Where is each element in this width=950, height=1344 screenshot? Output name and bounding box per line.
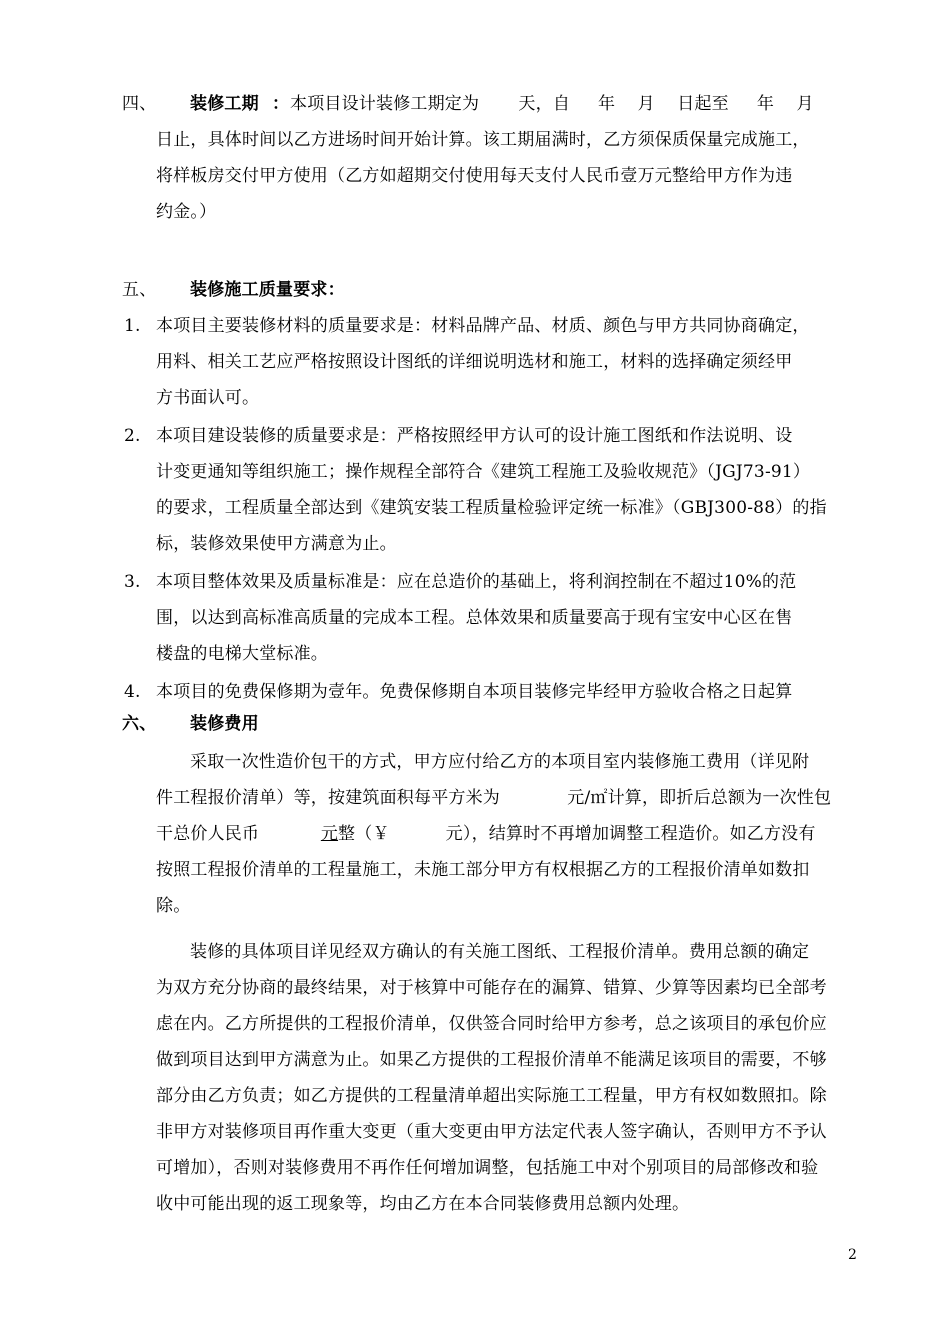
item-2-line-1: 本项目建设装修的质量要求是：严格按照经甲方认可的设计施工图纸和作法说明、设 (156, 426, 793, 446)
section-4-line-2: 日止，具体时间以乙方进场时间开始计算。该工期届满时，乙方须保质保量完成施工， (156, 130, 810, 150)
yuan-underlined: 元 (320, 824, 339, 844)
fee-para-2-line-5: 部分由乙方负责；如乙方提供的工程量清单超出实际施工工程量，甲方有权如数照扣。除 (156, 1086, 827, 1106)
fee-para-2-line-8: 收中可能出现的返工现象等，均由乙方在本合同装修费用总额内处理。 (156, 1194, 690, 1214)
item-1-line-3: 方书面认可。 (156, 388, 260, 408)
section-4-line-1: 本项目设计装修工期定为 天，自 年 月 日起至 年 月 (290, 94, 814, 114)
section-6-heading: 装修费用 (190, 714, 259, 734)
item-1-marker: 1. (124, 316, 141, 336)
fee-para-1-line-3 (156, 822, 816, 846)
item-2-line-2: 计变更通知等组织施工；操作规程全部符合《建筑工程施工及验收规范》（JGJ73-91） (156, 462, 811, 482)
section-4-number: 四、 (122, 94, 157, 114)
fee-para-1-line-1: 采取一次性造价包干的方式，甲方应付给乙方的本项目室内装修施工费用（详见附 (190, 752, 810, 772)
item-1-line-2: 用料、相关工艺应严格按照设计图纸的详细说明选材和施工，材料的选择确定须经甲 (156, 352, 793, 372)
section-4-heading: 装修工期 (190, 94, 259, 114)
fee-para-2-line-3: 虑在内。乙方所提供的工程报价清单，仅供签合同时给甲方参考，总之该项目的承包价应 (156, 1014, 827, 1034)
fee-para-2-line-1: 装修的具体项目详见经双方确认的有关施工图纸、工程报价清单。费用总额的确定 (190, 942, 810, 962)
fee-para-1-line-2: 件工程报价清单）等，按建筑面积每平方米为 元/㎡计算，即折后总额为一次性包 (156, 788, 832, 808)
item-2-line-4: 标，装修效果使甲方满意为止。 (156, 534, 397, 554)
item-4-line-1: 本项目的免费保修期为壹年。免费保修期自本项目装修完毕经甲方验收合格之日起算 (156, 682, 793, 702)
item-3-line-3: 楼盘的电梯大堂标准。 (156, 644, 328, 664)
item-4-marker: 4. (124, 682, 141, 702)
fee-para-1-line-5: 除。 (156, 896, 191, 916)
item-3-line-1: 本项目整体效果及质量标准是：应在总造价的基础上，将利润控制在不超过10%的范 (156, 572, 797, 592)
section-5-heading: 装修施工质量要求： (190, 280, 345, 300)
section-4-colon: ： (272, 94, 290, 114)
section-4-line-3: 将样板房交付甲方使用（乙方如超期交付使用每天支付人民币壹万元整给甲方作为违 (156, 166, 793, 186)
fee-para-2-line-7: 可增加），否则对装修费用不再作任何增加调整，包括施工中对个别项目的局部修改和验 (156, 1158, 819, 1178)
fee-para-2-line-6: 非甲方对装修项目再作重大变更（重大变更由甲方法定代表人签字确认，否则甲方不予认 (156, 1122, 827, 1142)
item-3-marker: 3. (124, 572, 141, 592)
fee-para-2-line-4: 做到项目达到甲方满意为止。如果乙方提供的工程报价清单不能满足该项目的需要，不够 (156, 1050, 827, 1070)
item-2-line-3: 的要求，工程质量全部达到《建筑安装工程质量检验评定统一标准》（GBJ300-88）的指 (156, 498, 827, 518)
item-2-marker: 2. (124, 426, 141, 446)
fee-line-3-prefix: 干总价人民币 (156, 824, 321, 844)
item-3-line-2: 围，以达到高标准高质量的完成本工程。总体效果和质量要高于现有宝安中心区在售 (156, 608, 793, 628)
section-4-line-4: 约金。） (156, 202, 217, 222)
item-1-line-1: 本项目主要装修材料的质量要求是：材料品牌产品、材质、颜色与甲方共同协商确定， (156, 316, 810, 336)
page-number: 2 (848, 1247, 857, 1263)
fee-para-2-line-2: 为双方充分协商的最终结果，对于核算中可能存在的漏算、错算、少算等因素均已全部考 (156, 978, 827, 998)
fee-para-1-line-4: 按照工程报价清单的工程量施工，未施工部分甲方有权根据乙方的工程报价清单如数扣 (156, 860, 810, 880)
section-6-number: 六、 (122, 714, 157, 734)
fee-line-3-suffix: 整（￥ 元），结算时不再增加调整工程造价。如乙方没有 (338, 824, 816, 844)
section-5-number: 五、 (122, 280, 157, 300)
